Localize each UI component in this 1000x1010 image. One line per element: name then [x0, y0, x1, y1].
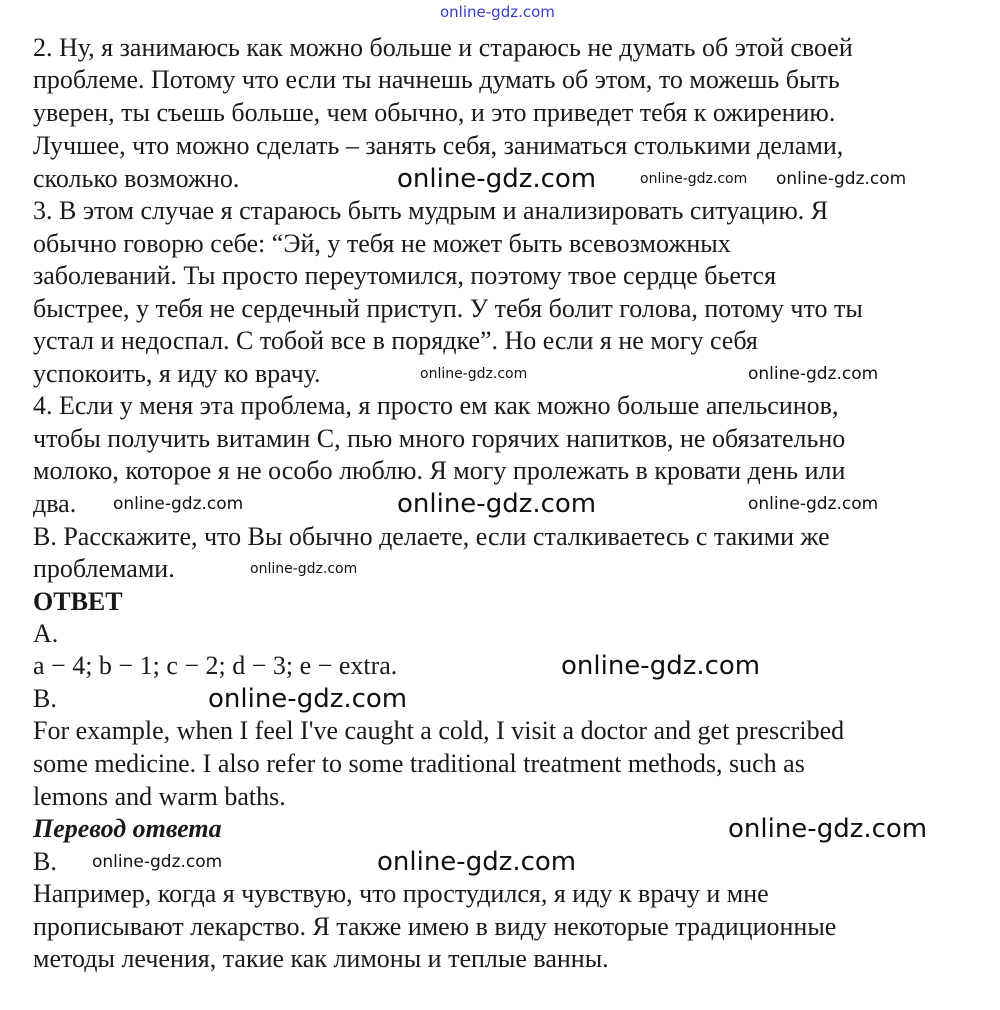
- watermark: online-gdz.com: [208, 684, 408, 714]
- watermark: online-gdz.com: [561, 651, 761, 681]
- text-line: B.: [33, 684, 57, 713]
- translation-heading: Перевод ответа: [33, 814, 222, 843]
- watermark: online-gdz.com: [728, 814, 928, 844]
- watermark: online-gdz.com: [377, 847, 577, 877]
- text-line: устал и недоспал. С тобой все в порядке”. Но если я не могу себя: [33, 326, 758, 355]
- watermark: online-gdz.com: [92, 852, 223, 872]
- text-line: B.: [33, 847, 57, 876]
- watermark: online-gdz.com: [113, 494, 244, 514]
- watermark: online-gdz.com: [420, 366, 528, 382]
- text-line: уверен, ты съешь больше, чем обычно, и это приведет тебя к ожирению.: [33, 98, 836, 127]
- text-line: a − 4; b − 1; c − 2; d − 3; e − extra.: [33, 651, 398, 680]
- text-line: быстрее, у тебя не сердечный приступ. У тебя болит голова, потому что ты: [33, 294, 863, 323]
- text-line: Лучшее, что можно сделать – занять себя, заниматься столькими делами,: [33, 131, 844, 160]
- answer-heading: ОТВЕТ: [33, 587, 123, 616]
- text-line: some medicine. I also refer to some traditional treatment methods, such as: [33, 749, 805, 778]
- watermark: online-gdz.com: [748, 494, 879, 514]
- text-line: два.: [33, 489, 77, 518]
- text-line: заболеваний. Ты просто переутомился, поэтому твое сердце бьется: [33, 261, 777, 290]
- watermark: online-gdz.com: [250, 561, 358, 577]
- text-line: 3. В этом случае я стараюсь быть мудрым и анализировать ситуацию. Я: [33, 196, 829, 225]
- text-line: lemons and warm baths.: [33, 782, 286, 811]
- text-line: Например, когда я чувствую, что простудился, я иду к врачу и мне: [33, 879, 769, 908]
- text-line: 4. Если у меня эта проблема, я просто ем как можно больше апельсинов,: [33, 391, 839, 420]
- text-line: молоко, которое я не особо люблю. Я могу пролежать в кровати день или: [33, 456, 846, 485]
- watermark: online-gdz.com: [397, 164, 597, 194]
- text-line: методы лечения, такие как лимоны и теплые ванны.: [33, 944, 609, 973]
- text-line: B. Расскажите, что Вы обычно делаете, если сталкиваетесь с такими же: [33, 522, 830, 551]
- text-line: чтобы получить витамин С, пью много горячих напитков, не обязательно: [33, 424, 846, 453]
- text-line: обычно говорю себе: “Эй, у тебя не может быть всевозможных: [33, 229, 731, 258]
- text-line: успокоить, я иду ко врачу.: [33, 359, 321, 388]
- watermark: online-gdz.com: [748, 364, 879, 384]
- watermark: online-gdz.com: [776, 169, 907, 189]
- text-line: проблеме. Потому что если ты начнешь думать об этом, то можешь быть: [33, 65, 840, 94]
- watermark-top: online-gdz.com: [440, 3, 555, 21]
- text-line: проблемами.: [33, 554, 175, 583]
- watermark: online-gdz.com: [640, 171, 748, 187]
- text-line: For example, when I feel I've caught a cold, I visit a doctor and get prescribed: [33, 716, 845, 745]
- text-line: 2. Ну, я занимаюсь как можно больше и стараюсь не думать об этой своей: [33, 33, 853, 62]
- text-line: прописывают лекарство. Я также имею в виду некоторые традиционные: [33, 912, 837, 941]
- text-line: сколько возможно.: [33, 164, 240, 193]
- watermark: online-gdz.com: [397, 489, 597, 519]
- text-line: A.: [33, 619, 59, 648]
